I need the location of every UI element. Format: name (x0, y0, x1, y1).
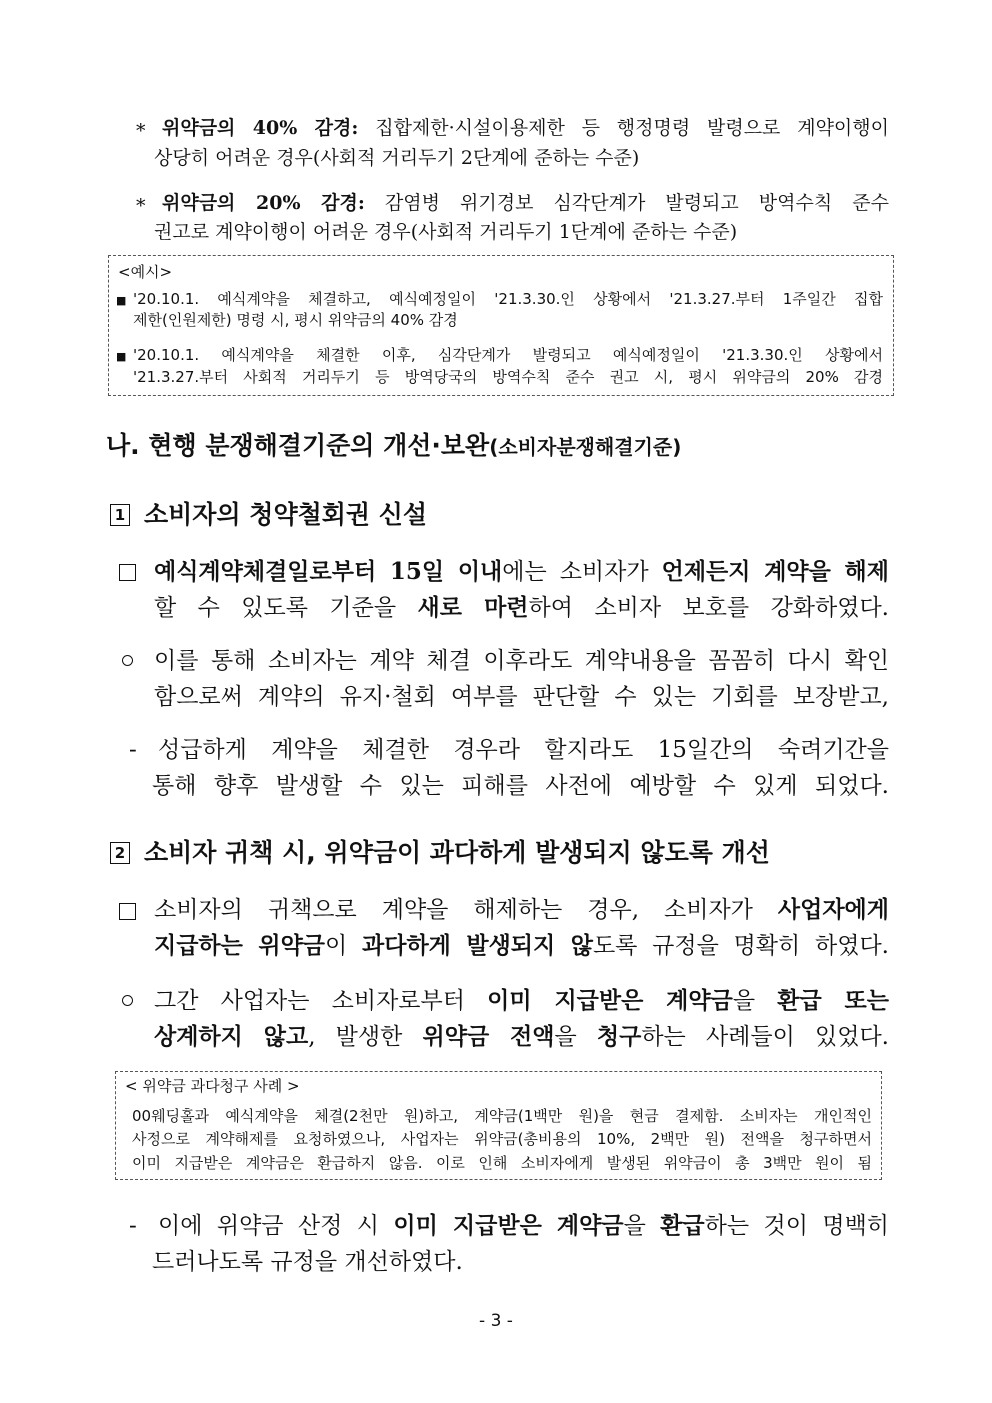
case-box-line-1: 00웨딩홀과 예식계약을 체결(2천만 원)하고, 계약금(1백만 원)을 현금 결제함. 소비자는 개인적인 (132, 1107, 872, 1125)
text-run: 하여 소비자 보호를 강화하였다. (528, 595, 889, 621)
note-marker-2: * (136, 195, 146, 217)
bold-text-run: 위약금의 40% 감경: (162, 117, 359, 139)
sub2-para3-line-2 (152, 1245, 463, 1279)
text-run: 할 수 있도록 기준을 (154, 595, 418, 621)
bold-text-run: 과다하게 발생되지 않 (362, 932, 593, 959)
bold-text-run: 상계하지 않고 (154, 1023, 309, 1050)
text-run: 이 (325, 933, 363, 959)
text-run: 소비자의 귀책으로 계약을 해제하는 경우, 소비자가 (154, 897, 778, 923)
case-box-title: < 위약금 과다청구 사례 > (125, 1077, 300, 1095)
subsection-1-heading (110, 495, 427, 531)
text-run: 도록 규정을 명확히 하였다. (592, 933, 889, 959)
text-run: 성급하게 계약을 체결한 경우라 할지라도 15일간의 숙려기간을 (158, 737, 889, 763)
text-run: 함으로써 계약의 유지·철회 여부를 판단할 수 있는 기회를 보장받고, (154, 684, 889, 710)
square-bullet-1 (119, 564, 136, 581)
text-run: 통해 향후 발생할 수 있는 피해를 사전에 예방할 수 있게 되었다. (152, 773, 889, 799)
sub2-para2-line-1 (154, 984, 889, 1018)
section-heading-main: 나. 현행 분쟁해결기준의 개선·보완 (106, 431, 490, 460)
example-box-title: <예시> (118, 263, 173, 281)
note-1-line-2 (154, 144, 639, 172)
text-run: 하는 사례들이 있었다. (641, 1024, 889, 1050)
square-bullet-2 (119, 903, 136, 920)
sub1-para1-line-2 (154, 591, 889, 625)
case-box-line-3: 이미 지급받은 계약금은 환급하지 않음. 이로 인해 소비자에게 발생된 위약금이 총 3백만 원이 됨 (132, 1154, 872, 1172)
page-number: - 3 - (479, 1311, 513, 1331)
sub1-para2-line-1 (154, 644, 889, 678)
text-run: 권고로 계약이행이 어려운 경우(사회적 거리두기 1단계에 준하는 수준) (154, 221, 738, 243)
bold-text-run: 사업자에게 (777, 896, 889, 923)
sub1-para1-line-1 (154, 555, 889, 589)
text-run: 을 (623, 1213, 661, 1239)
text-run: 드러나도록 규정을 개선하였다. (152, 1249, 463, 1275)
sub1-para2-line-2 (154, 680, 889, 714)
text-run: 에는 소비자가 (502, 559, 662, 585)
subsection-1-title: 소비자의 청약철회권 신설 (144, 500, 428, 529)
example-item-1-line-2: 제한(인원제한) 명령 시, 평시 위약금의 40% 감경 (133, 311, 458, 329)
bold-text-run: 청구 (596, 1023, 642, 1050)
text-run: , 발생한 (308, 1024, 423, 1050)
section-heading-sub: (소비자분쟁해결기준) (489, 435, 682, 459)
sub1-para3-line-2 (152, 769, 889, 803)
sub2-para1-line-1 (154, 893, 889, 927)
text-run: 상당히 어려운 경우(사회적 거리두기 2단계에 준하는 수준) (154, 147, 640, 169)
example-bullet-2: ■ (116, 350, 127, 363)
bold-text-run: 위약금 전액 (422, 1023, 555, 1050)
subsection-2-title: 소비자 귀책 시, 위약금이 과다하게 발생되지 않도록 개선 (144, 838, 770, 867)
text-run: 감염병 위기경보 심각단계가 발령되고 방역수칙 준수 (364, 192, 889, 214)
example-bullet-1: ■ (116, 294, 127, 307)
subsection-2-number: 2 (110, 842, 130, 864)
text-run: 그간 사업자는 소비자로부터 (154, 988, 488, 1014)
bold-text-run: 예식계약체결일로부터 15일 이내 (154, 558, 503, 585)
sub2-para2-line-2 (154, 1020, 889, 1054)
text-run: 하는 것이 명백히 (704, 1213, 890, 1239)
dash-bullet-1: - (129, 737, 137, 763)
sub2-para3-line-1 (158, 1209, 889, 1243)
bold-text-run: 지급하는 위약금 (154, 932, 326, 959)
note-2-line-1 (162, 189, 889, 217)
bold-text-run: 언제든지 계약을 해제 (661, 558, 889, 585)
text-run: 을 (554, 1024, 597, 1050)
text-run: 이에 위약금 산정 시 (158, 1213, 394, 1239)
circle-bullet-1 (122, 655, 133, 666)
example-item-1-line-1: '20.10.1. 예식계약을 체결하고, 예식예정일이 '21.3.30.인 상황에서 '21.3.27.부터 1주일간 집합 (133, 290, 883, 308)
bold-text-run: 환급 (660, 1212, 705, 1239)
circle-bullet-2 (122, 995, 133, 1006)
bold-text-run: 새로 마련 (417, 594, 529, 621)
note-marker-1: * (136, 120, 146, 142)
dash-bullet-2: - (129, 1213, 137, 1239)
text-run: 집합제한·시설이용제한 등 행정명령 발령으로 계약이행이 (358, 117, 889, 139)
example-item-2-line-2: '21.3.27.부터 사회적 거리두기 등 방역당국의 방역수칙 준수 권고 시, 평시 위약금의 20% 감경 (133, 368, 883, 386)
sub2-para1-line-2 (154, 929, 889, 963)
bold-text-run: 환급 또는 (777, 987, 889, 1014)
subsection-2-heading (110, 833, 770, 869)
subsection-1-number: 1 (110, 504, 130, 526)
example-item-2-line-1: '20.10.1. 예식계약을 체결한 이후, 심각단계가 발령되고 예식예정일이 '21.3.30.인 상황에서 (133, 346, 883, 364)
text-run: 을 (732, 988, 778, 1014)
note-1-line-1 (162, 114, 889, 142)
bold-text-run: 위약금의 20% 감경: (162, 192, 365, 214)
section-heading (106, 426, 681, 462)
text-run: 이를 통해 소비자는 계약 체결 이후라도 계약내용을 꼼꼼히 다시 확인 (154, 648, 889, 674)
note-2-line-2 (154, 218, 737, 246)
bold-text-run: 이미 지급받은 계약금 (487, 987, 733, 1014)
case-box-line-2: 사정으로 계약해제를 요청하였으나, 사업자는 위약금(총비용의 10%, 2백만 원) 전액을 청구하면서 (132, 1130, 872, 1148)
sub1-para3-line-1 (158, 733, 889, 767)
bold-text-run: 이미 지급받은 계약금 (393, 1212, 624, 1239)
